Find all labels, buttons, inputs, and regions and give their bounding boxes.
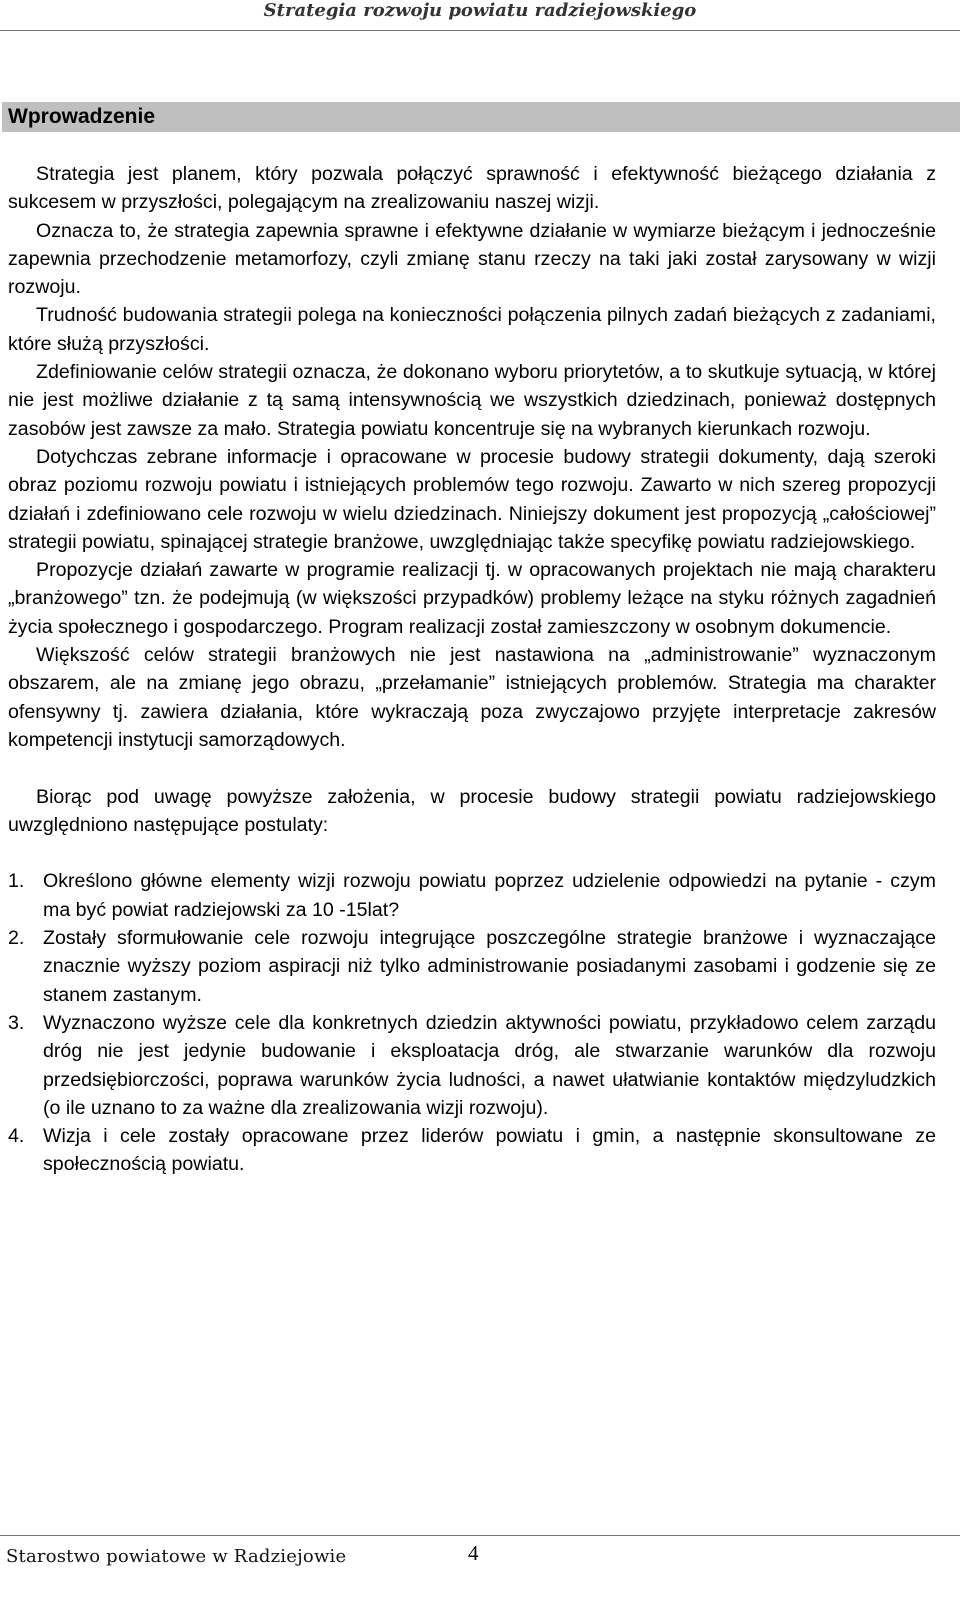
paragraph: Propozycje działań zawarte w programie realizacji tj. w opracowanych projektach nie mają charakteru „branżowego” tzn. że podejmują (w większości przypadków) problemy leżące na styku różnych zagadnień życia społecznego i gospodarczego. Program realizacji został zamieszczony w osobnym dokumencie. <box>8 559 936 638</box>
list-item-number: 3. <box>8 1011 25 1034</box>
running-header: Strategia rozwoju powiatu radziejowskiego <box>263 0 697 21</box>
paragraph: Oznacza to, że strategia zapewnia sprawne i efektywne działanie w wymiarze bieżącym i jednocześnie zapewnia przechodzenie metamorfozy, czyli zmianę stanu rzeczy na taki jaki został zarysowany w wizji rozwoju. <box>8 219 936 299</box>
list-item-text: Wizja i cele zostały opracowane przez liderów powiatu i gmin, a następnie skonsultowane ze społecznością powiatu. <box>43 1125 936 1176</box>
list-item-number: 1. <box>8 870 25 893</box>
section-title: Wprowadzenie <box>8 105 156 128</box>
list-item-text: Wyznaczono wyższe cele dla konkretnych dziedzin aktywności powiatu, przykładowo celem zarządu dróg nie jest jedynie budowanie i eksploatacja dróg, ale stwarzanie warunków dla rozwoju przedsiębiorczości, poprawa warunków życia ludności, a nawet ułatwianie kontaktów międzyludzkich (o ile uznano to za ważne dla zrealizowania wizji rozwoju). <box>43 1011 936 1119</box>
list-item <box>8 1122 936 1179</box>
section-heading-bar <box>2 102 960 132</box>
list-item-number: 4. <box>8 1125 25 1148</box>
list-item <box>8 924 936 1009</box>
list-item-text: Określono główne elementy wizji rozwoju powiatu poprzez udzielenie odpowiedzi na pytanie - czym ma być powiat radziejowski za 10 -15lat? <box>43 870 936 921</box>
paragraph: Trudność budowania strategii polega na konieczności połączenia pilnych zadań bieżących z zadaniami, które służą przyszłości. <box>8 304 936 355</box>
paragraph: Zdefiniowanie celów strategii oznacza, że dokonano wyboru priorytetów, a to skutkuje sytuacją, w której nie jest możliwe działanie z tą samą intensywnością we wszystkich dziedzinach, ponieważ dostępnych zasobów jest zawsze za mało. Strategia powiatu koncentruje się na wybranych kierunkach rozwoju. <box>8 361 936 440</box>
postulates-list <box>8 867 936 1178</box>
footer-divider <box>0 1535 960 1536</box>
paragraph: Dotychczas zebrane informacje i opracowane w procesie budowy strategii dokumenty, dają szeroki obraz poziomu rozwoju powiatu i istniejących problemów tego rozwoju. Zawarto w nich szereg propozycji działań i zdefiniowano cele rozwoju w wielu dziedzinach. Niniejszy dokument jest propozycją „całościowej” strategii powiatu, spinającej strategie branżowe, uwzględniając także specyfikę powiatu radziejowskiego. <box>8 445 936 553</box>
intro-paragraph: Biorąc pod uwagę powyższe założenia, w procesie budowy strategii powiatu radziejowskiego uwzględniono następujące postulaty: <box>8 785 936 836</box>
list-item <box>8 1009 936 1122</box>
list-item-number: 2. <box>8 927 25 950</box>
spacer <box>8 754 936 782</box>
list-item <box>8 867 936 924</box>
page-number: 4 <box>468 1541 479 1565</box>
footer-organization: Starostwo powiatowe w Radziejowie <box>6 1546 347 1567</box>
header-divider <box>0 30 960 31</box>
spacer <box>8 839 936 867</box>
document-body <box>8 160 936 1179</box>
paragraph: Strategia jest planem, który pozwala połączyć sprawność i efektywność bieżącego działania z sukcesem w przyszłości, polegającym na zrealizowaniu naszej wizji. <box>8 163 936 214</box>
paragraph: Większość celów strategii branżowych nie jest nastawiona na „administrowanie” wyznaczonym obszarem, ale na zmianę jego obrazu, „przełamanie” istniejących problemów. Strategia ma charakter ofensywny tj. zawiera działania, które wykraczają poza zwyczajowo przyjęte interpretacje zakresów kompetencji instytucji samorządowych. <box>8 644 936 751</box>
list-item-text: Zostały sformułowanie cele rozwoju integrujące poszczególne strategie branżowe i wyznaczające znacznie wyższy poziom aspiracji niż tylko administrowanie posiadanymi zasobami i godzenie się ze stanem zastanym. <box>43 927 936 1006</box>
